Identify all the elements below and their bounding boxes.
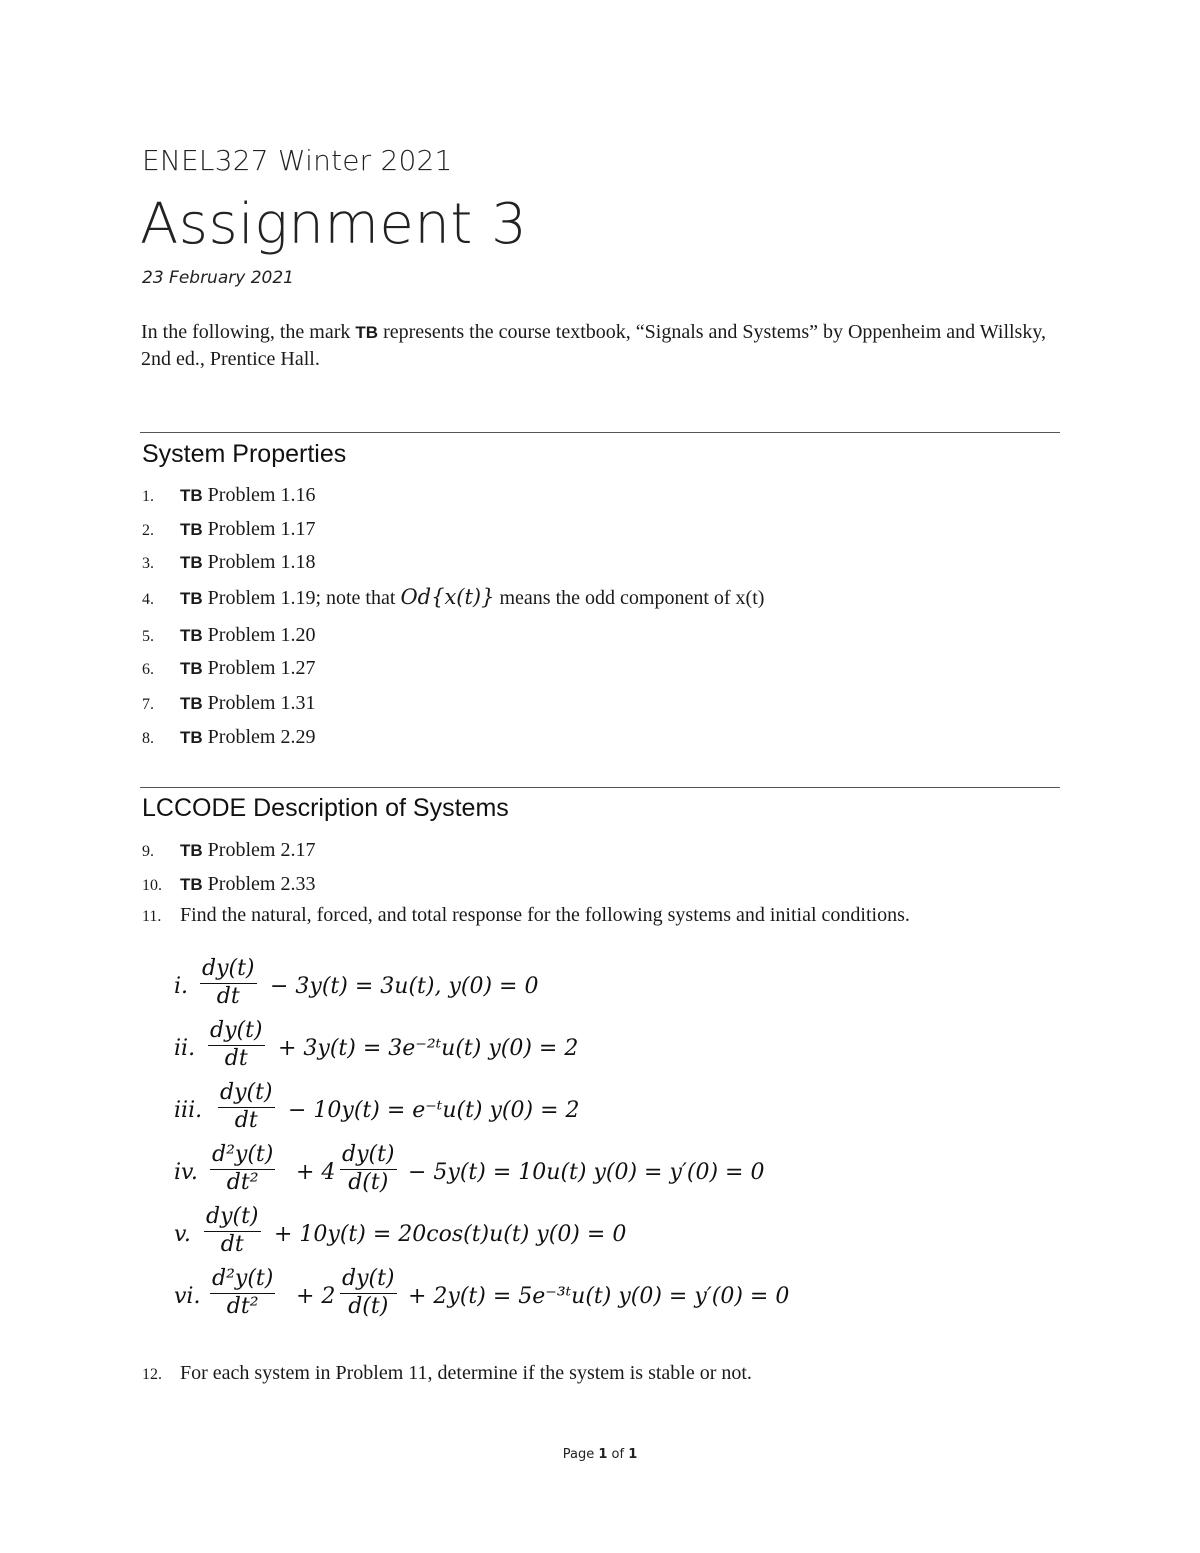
equation-label: v. bbox=[174, 1222, 191, 1247]
list-item: 4. TB Problem 1.19; note that Od{x(t)} means the odd component of x(t) bbox=[142, 585, 765, 609]
section-divider bbox=[140, 432, 1060, 433]
equation-rest: + 3y(t) = 3e⁻²ᵗu(t) y(0) = 2 bbox=[278, 1036, 579, 1061]
fraction: dy(t) dt bbox=[210, 1018, 263, 1071]
section-divider bbox=[140, 787, 1060, 788]
list-item: 3. TB Problem 1.18 bbox=[142, 551, 316, 573]
list-item: 10. TB Problem 2.33 bbox=[142, 873, 316, 895]
section-heading-system-properties: System Properties bbox=[142, 440, 347, 468]
fraction: d²y(t) dt² bbox=[212, 1142, 274, 1195]
list-item: 9. TB Problem 2.17 bbox=[142, 839, 316, 861]
intro-text-before: In the following, the mark bbox=[141, 321, 356, 343]
list-item: 12. For each system in Problem 11, determine if the system is stable or not. bbox=[142, 1362, 752, 1384]
assignment-date: 23 February 2021 bbox=[142, 268, 294, 288]
course-name: ENEL327 Winter 2021 bbox=[142, 144, 453, 177]
fraction: dy(t) d(t) bbox=[342, 1266, 395, 1319]
list-item: 7. TB Problem 1.31 bbox=[142, 692, 316, 714]
section-heading-lccode: LCCODE Description of Systems bbox=[142, 794, 509, 822]
equation-rest: + 10y(t) = 20cos(t)u(t) y(0) = 0 bbox=[274, 1222, 627, 1247]
list-item: 2. TB Problem 1.17 bbox=[142, 518, 316, 540]
tb-mark: TB bbox=[355, 323, 379, 342]
list-item: 11. Find the natural, forced, and total response for the following systems and initial conditions. bbox=[142, 904, 910, 926]
equation-label: i. bbox=[174, 974, 189, 999]
intro-paragraph bbox=[141, 319, 1071, 373]
intro-text-after: represents the course textbook, “Signals and Systems” by Oppenheim and Willsky, 2nd ed., Prentice Hall. bbox=[141, 321, 1047, 370]
equation-label: iv. bbox=[174, 1160, 198, 1185]
equation-rest: − 10y(t) = e⁻ᵗu(t) y(0) = 2 bbox=[288, 1098, 580, 1123]
current-page-number: 1 bbox=[598, 1447, 608, 1462]
equation-rest: − 5y(t) = 10u(t) y(0) = y′(0) = 0 bbox=[408, 1160, 765, 1185]
list-item: 8. TB Problem 2.29 bbox=[142, 726, 316, 748]
page-footer: Page 1 of 1 bbox=[562, 1447, 638, 1462]
equation-rest: + 4 bbox=[296, 1160, 336, 1185]
list-item: 1. TB Problem 1.16 bbox=[142, 484, 316, 506]
equation-rest: + 2 bbox=[296, 1284, 336, 1309]
fraction: dy(t) dt bbox=[220, 1080, 273, 1133]
equation-rest: − 3y(t) = 3u(t), y(0) = 0 bbox=[270, 974, 539, 999]
total-pages: 1 bbox=[628, 1447, 638, 1462]
list-item: 5. TB Problem 1.20 bbox=[142, 624, 316, 646]
equation-label: vi. bbox=[174, 1284, 201, 1309]
fraction: dy(t) dt bbox=[206, 1204, 259, 1257]
equation-label: ii. bbox=[174, 1036, 196, 1061]
fraction: dy(t) dt bbox=[202, 956, 255, 1009]
fraction: d²y(t) dt² bbox=[212, 1266, 274, 1319]
equation-rest: + 2y(t) = 5e⁻³ᵗu(t) y(0) = y′(0) = 0 bbox=[408, 1284, 790, 1309]
equation-block bbox=[174, 955, 894, 1340]
list-item: 6. TB Problem 1.27 bbox=[142, 657, 316, 679]
page-title: Assignment 3 bbox=[140, 192, 528, 257]
odd-component-math: Od{x(t)} bbox=[400, 585, 495, 609]
equation-label: iii. bbox=[174, 1098, 203, 1123]
fraction: dy(t) d(t) bbox=[342, 1142, 395, 1195]
